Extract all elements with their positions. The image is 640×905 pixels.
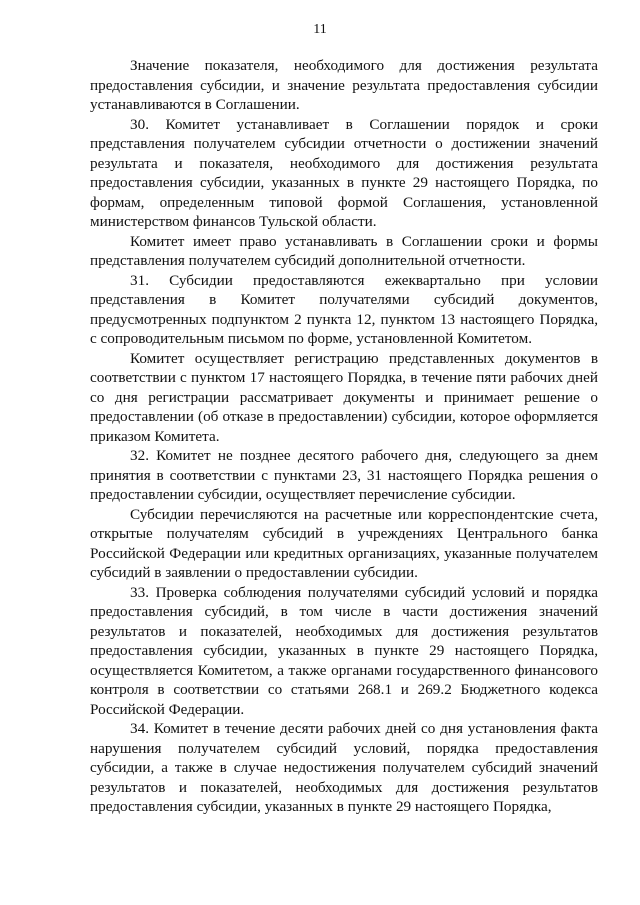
paragraph-transfer-accounts: Субсидии перечисляются на расчетные или корреспондентские счета, открытые получателям субсидий в учреждениях Центрального банка Российской Федерации или кредитных организациях, указанные получателем субсидий в заявлении о предоставлении субсидии. (90, 505, 598, 581)
paragraph-result-value: Значение показателя, необходимого для достижения результата предоставления субсидии, и значение результата предоставления субсидии устанавливаются в Соглашении. (90, 57, 598, 113)
paragraph-item-31: 31. Субсидии предоставляются ежеквартально при условии представления в Комитет получателями субсидий документов, предусмотренных подпунктом 2 пункта 12, пунктом 13 настоящего Порядка, с сопроводительным письмом по форме, установленной Комитетом. (90, 271, 598, 347)
paragraph-item-33: 33. Проверка соблюдения получателями субсидий условий и порядка предоставления субсидий, в том числе в части достижения значений результатов и показателей, необходимых для достижения результатов предоставления субсидии, указанных в пункте 29 настоящего Порядка, осуществляется Комитетом, а также органами государственного финансового контроля в соответствии со статьями 268.1 и 269.2 Бюджетного кодекса Российской Федерации. (90, 583, 598, 718)
paragraph-item-32: 32. Комитет не позднее десятого рабочего дня, следующего за днем принятия в соответствии с пунктами 23, 31 настоящего Порядка решения о предоставлении субсидии, осуществляет перечисление субсидии. (90, 447, 598, 503)
page-number: 11 (313, 22, 327, 37)
paragraph-item-30: 30. Комитет устанавливает в Соглашении порядок и сроки представления получателем субсидии отчетности о достижении значений результата и показателя, необходимого для достижения результата предоставления субсидии, указанных в пункте 29 настоящего Порядка, по формам, определенным типовой формой Соглашения, установленной министерством финансов Тульской области. (90, 115, 598, 230)
paragraph-item-34: 34. Комитет в течение десяти рабочих дней со дня установления факта нарушения получателем субсидий условий, порядка предоставления субсидии, а также в случае недостижения получателем субсидий значений результатов и показателей, необходимых для достижения результатов предоставления субсидии, указанных в пункте 29 настоящего Порядка, (90, 720, 598, 815)
paragraph-additional-reporting: Комитет имеет право устанавливать в Соглашении сроки и формы представления получателем субсидий дополнительной отчетности. (90, 232, 598, 269)
paragraph-registration: Комитет осуществляет регистрацию представленных документов в соответствии с пунктом 17 настоящего Порядка, в течение пяти рабочих дней со дня регистрации рассматривает документы и принимает решение о предоставлении (об отказе в предоставлении) субсидии, которое оформляется приказом Комитета. (90, 349, 598, 445)
document-body (90, 56, 598, 817)
